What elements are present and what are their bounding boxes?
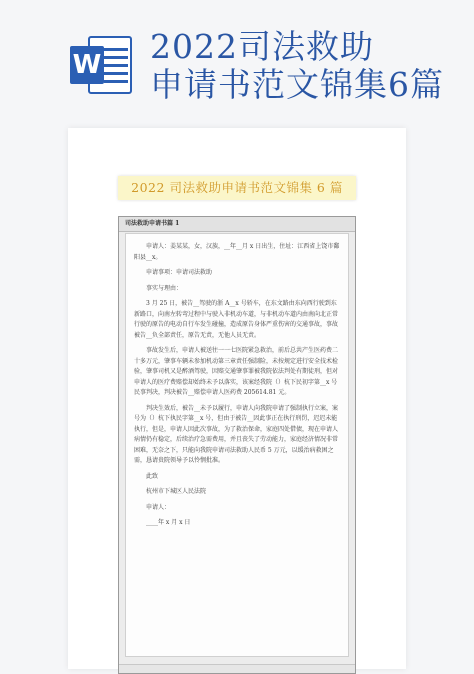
document-frame <box>118 216 356 674</box>
word-icon <box>70 34 134 98</box>
section-title: 司法救助申请书篇 1 <box>119 217 355 232</box>
paragraph: 事实与理由： <box>146 284 183 292</box>
header <box>0 0 474 120</box>
document-banner: 2022 司法救助申请书范文锦集 6 篇 <box>118 176 356 200</box>
paragraph: 事故发生后，申请人被送往一一七医院紧急救治，前后总共产生医药费二十多万元，肇事车辆未参加机动第三章责任强制险，未按规定进行安全技术检验，肇事司机又是醉酒驾驶，因赔交通肇事罪被我院依法判处有期徒刑，但对申请人的医疗费赔偿却始终未予以落实，该案经我院（）杭下民初字第__x 号民事判决，判决被告__赔偿申请人医药费 205614.81 元。 <box>134 347 339 396</box>
document-body <box>125 233 349 657</box>
paragraph: 申请人：姜某某，女，汉族，__年__月 x 日出生，住址：江西省上饶市鄱阳县__x。 <box>134 243 340 261</box>
paragraph: 判决生效后，被告__未予以履行，申请人向我院申请了强制执行立案，案号为（）杭下执民字第__x 号，但由于被告__因此事正在执行刑罚，迟迟未能执行，但是，申请人因此次事故，为了救治保命，家庭四处借债，现在申请人病情仍有稳定，后续治疗急需费用，并且丧失了劳动能力，家庭经济情况非常困难，无奈之下，只能向我院申请司法救助人民币 5 万元，以缓治病救困之需，恳请贵院领导予以怜悯批准。 <box>134 404 339 464</box>
paragraph: 申请人： <box>146 503 171 511</box>
title-line-1: 2022司法救助 <box>150 27 374 66</box>
page-title <box>150 28 450 104</box>
word-badge: W <box>70 46 104 84</box>
paragraph: ____年 x 月 x 日 <box>146 519 191 526</box>
paragraph: 申请事项：申请司法救助 <box>146 269 213 276</box>
paragraph: 此致 <box>146 472 159 480</box>
title-line-2: 申请书范文锦集6篇 <box>150 65 444 104</box>
paragraph: 3 月 25 日，被告__驾驶的浙 A__x 号轿车，在东文路由东向西行驶到东新路口，向南左转弯过程中与驶入非机动车道，与非机动车道内由南向北正常行驶的原告的电动自行车发生碰撞，造成原告身体严重伤害的交通事故，事故被告__负全部责任，原告无责，无他人员无责。 <box>134 300 339 339</box>
document-preview[interactable] <box>68 128 406 669</box>
paragraph: 杭州市下城区人民法院 <box>146 488 207 495</box>
